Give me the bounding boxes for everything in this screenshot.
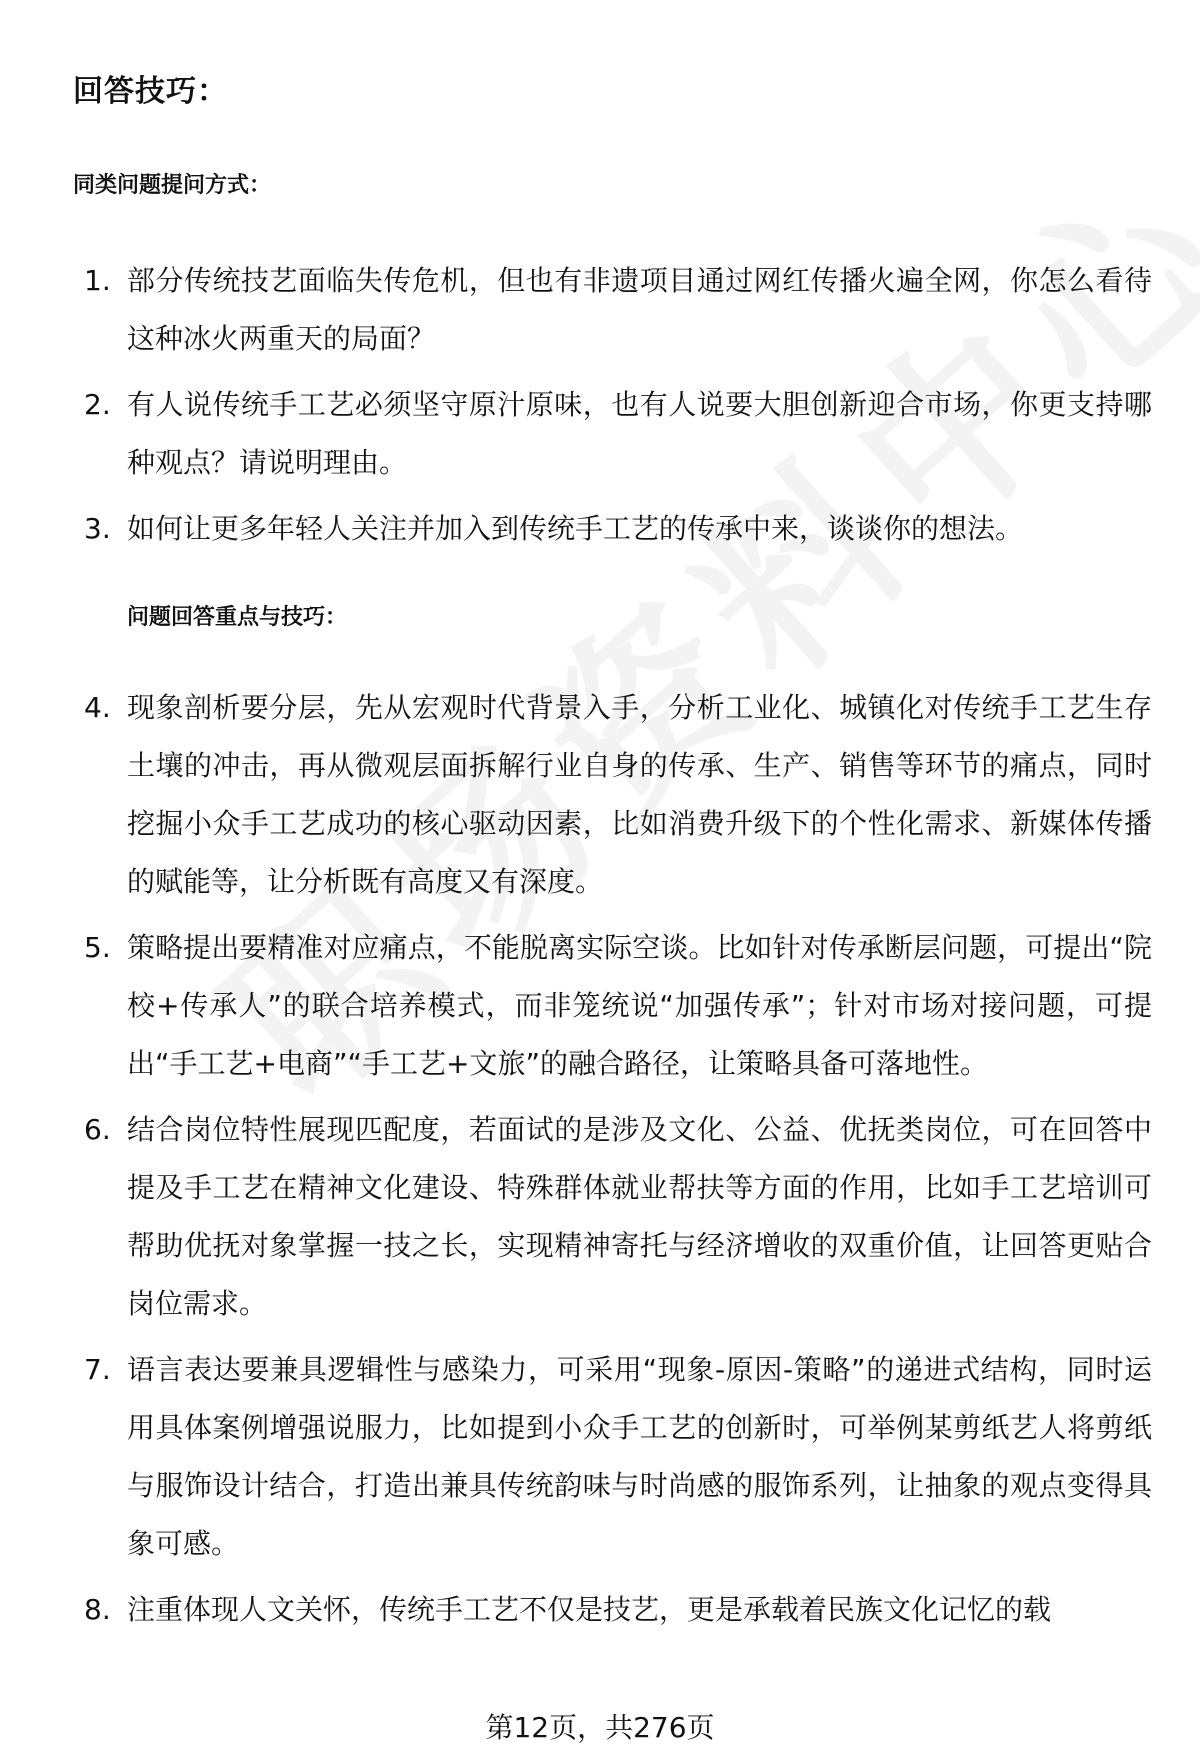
list-item — [0, 252, 1200, 368]
item-number: 3. — [84, 512, 111, 545]
similar-questions-heading: 同类问题提问方式： — [73, 173, 272, 198]
page-footer: 第12页，共276页 — [485, 1711, 715, 1744]
item-number: 5. — [84, 931, 111, 964]
item-text: 现象剖析要分层，先从宏观时代背景入手，分析工业化、城镇化对传统手工艺生存土壤的冲击，再从微观层面拆解行业自身的传承、生产、销售等环节的痛点，同时挖掘小众手工艺成功的核心驱动因素，比如消费升级下的个性化需求、新媒体传播的赋能等，让分析既有高度又有深度。 — [127, 691, 1152, 898]
item-text: 注重体现人文关怀，传统手工艺不仅是技艺，更是承载着民族文化记忆的载 — [127, 1593, 1052, 1626]
similar-questions-list — [0, 252, 1200, 566]
list-item — [0, 1341, 1200, 1573]
item-number: 2. — [84, 388, 111, 421]
tips-heading: 问题回答重点与技巧： — [127, 605, 348, 630]
item-number: 1. — [84, 264, 111, 297]
page-heading: 回答技巧： — [73, 74, 228, 109]
item-number: 4. — [84, 691, 111, 724]
item-number: 7. — [84, 1353, 111, 1386]
item-number: 6. — [84, 1113, 111, 1146]
list-item — [0, 1101, 1200, 1333]
item-number: 8. — [84, 1593, 111, 1626]
list-item — [0, 1581, 1200, 1639]
list-item — [0, 376, 1200, 492]
list-item — [0, 500, 1200, 558]
item-text: 有人说传统手工艺必须坚守原汁原味，也有人说要大胆创新迎合市场，你更支持哪种观点？请说明理由。 — [127, 388, 1152, 479]
list-item — [0, 679, 1200, 911]
list-item — [0, 919, 1200, 1093]
item-text: 语言表达要兼具逻辑性与感染力，可采用“现象-原因-策略”的递进式结构，同时运用具体案例增强说服力，比如提到小众手工艺的创新时，可举例某剪纸艺人将剪纸与服饰设计结合，打造出兼具传统韵味与时尚感的服饰系列，让抽象的观点变得具象可感。 — [127, 1353, 1152, 1560]
tips-list — [0, 679, 1200, 1647]
item-text: 结合岗位特性展现匹配度，若面试的是涉及文化、公益、优抚类岗位，可在回答中提及手工艺在精神文化建设、特殊群体就业帮扶等方面的作用，比如手工艺培训可帮助优抚对象掌握一技之长，实现精神寄托与经济增收的双重价值，让回答更贴合岗位需求。 — [127, 1113, 1152, 1320]
item-text: 如何让更多年轻人关注并加入到传统手工艺的传承中来，谈谈你的想法。 — [127, 512, 1024, 545]
item-text: 策略提出要精准对应痛点，不能脱离实际空谈。比如针对传承断层问题，可提出“院校+传承人”的联合培养模式，而非笼统说“加强传承”；针对市场对接问题，可提出“手工艺+电商”“手工艺+文旅”的融合路径，让策略具备可落地性。 — [127, 931, 1152, 1080]
item-text: 部分传统技艺面临失传危机，但也有非遗项目通过网红传播火遍全网，你怎么看待这种冰火两重天的局面？ — [127, 264, 1152, 355]
